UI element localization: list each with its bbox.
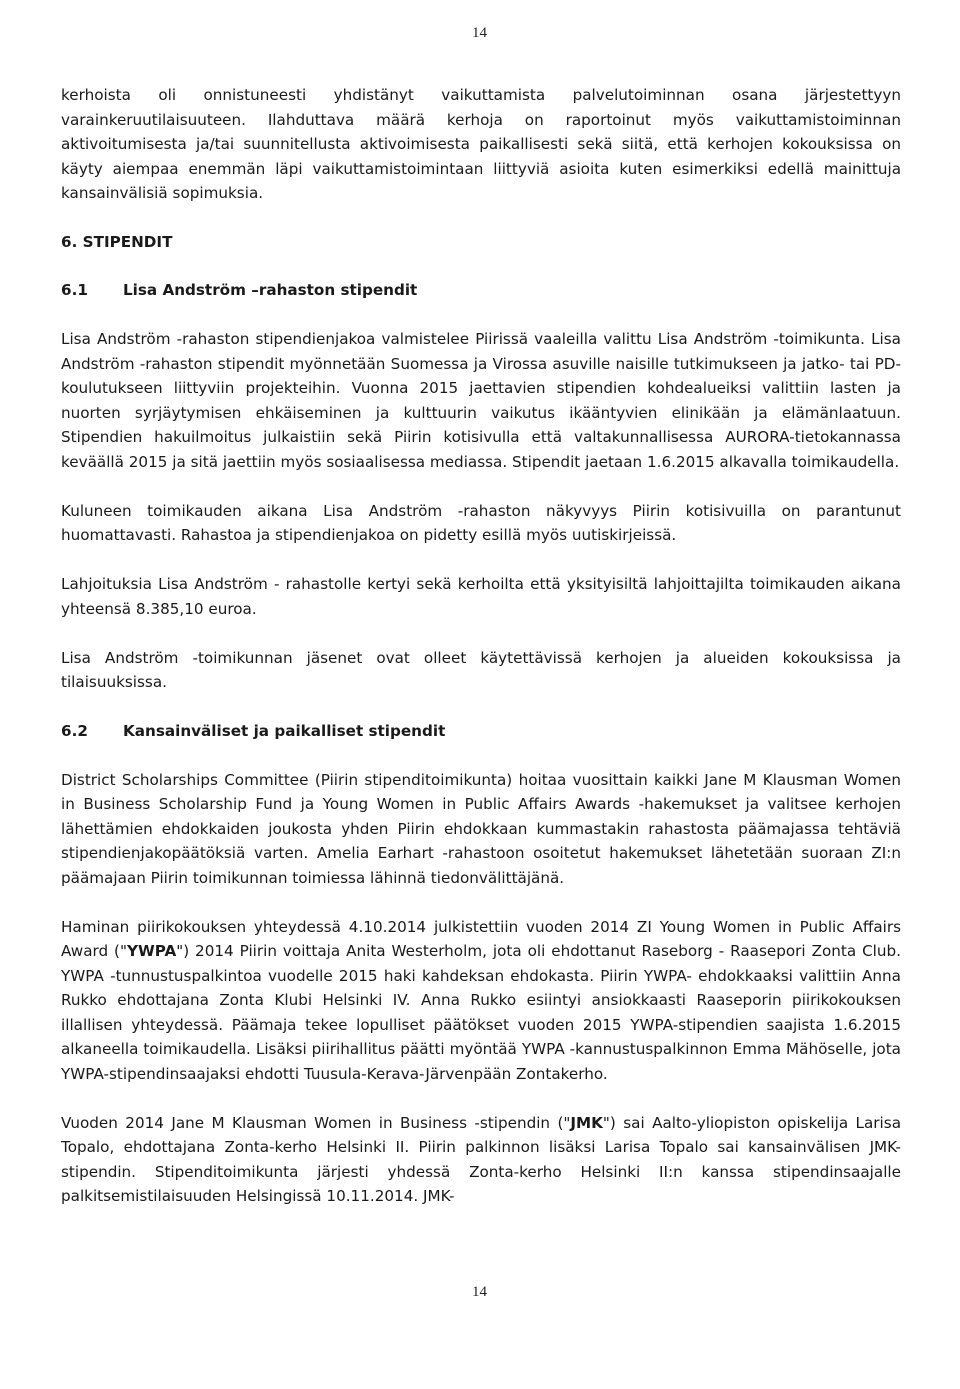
paragraph: Lahjoituksia Lisa Andström - rahastolle kertyi sekä kerhoilta että yksityisiltä lahjoittajilta toimikauden aikana yhteensä 8.385,10 euroa.: [61, 575, 901, 618]
paragraph: [61, 915, 901, 1087]
text-run: ") sai Aalto-yliopiston opiskelija Larisa Topalo, ehdottajana Zonta-kerho Helsinki II. Piirin palkinnon lisäksi Larisa Topalo sai kansainvälisen JMK-stipendin. Stipenditoimikunta järjesti yhdessä Zonta-kerho Helsinki II:n kanssa stipendinsaajalle palkitsemistilaisuuden Helsingissä 10.11.2014. JMK-: [61, 1113, 901, 1205]
text-run: ") 2014 Piirin voittaja Anita Westerholm, jota oli ehdottanut Raseborg - Raasepori Zonta Club. YWPA -tunnustuspalkintoa vuodelle 2015 haki kahdeksan ehdokasta. Piirin YWPA- ehdokkaaksi valittiin Anna Rukko ehdottajana Zonta Klubi Helsinki IV. Anna Rukko esiintyi ansiokkaasti Raaseporin piirikokouksen illallisen yhteydessä. Päämaja tekee lopulliset päätökset vuoden 2015 YWPA-stipendien saajista 1.6.2015 alkaneella toimikaudella. Lisäksi piirihallitus päätti myöntää YWPA -kannustuspalkinnon Emma Mähöselle, jota YWPA-stipendinsaajaksi ehdotti Tuusula-Kerava-Järvenpään Zontakerho.: [61, 942, 901, 1083]
section-number: 6.: [61, 232, 78, 251]
section-number: 6.2: [61, 721, 88, 740]
section-6-1-heading: [61, 278, 901, 303]
section-title: STIPENDIT: [82, 232, 173, 251]
section-number: 6.1: [61, 281, 88, 299]
section-title: Kansainväliset ja paikalliset stipendit: [123, 721, 446, 740]
document-body: [61, 83, 901, 1209]
paragraph: District Scholarships Committee (Piirin stipenditoimikunta) hoitaa vuosittain kaikki Jane M Klausman Women in Business Scholarship Fund ja Young Women in Public Affairs Awards -hakemukset ja valitsee kerhojen lähettämien ehdokkaiden joukosta yhden Piirin ehdokkaan kummastakin rahastosta päämajassa tehtäviä stipendienjakopäätöksiä varten. Amelia Earhart -rahastoon osoitetut hakemukset lähetetään suoraan ZI:n päämajaan Piirin toimikunnan toimiessa lähinnä tiedonvälittäjänä.: [61, 770, 901, 887]
bold-term: YWPA: [126, 942, 177, 960]
paragraph: Lisa Andström -rahaston stipendienjakoa valmistelee Piirissä vaaleilla valittu Lisa Andström -toimikunta. Lisa Andström -rahaston stipendit myönnetään Suomessa ja Virossa asuville naisille tutkimukseen ja jatko- tai PD- koulutukseen liittyviin projekteihin. Vuonna 2015 jaettavien stipendien kohdealueiksi valittiin lasten ja nuorten syrjäytymisen ehkäiseminen ja kulttuurin vaikutus ikääntyvien elinikään ja elämänlaatuun. Stipendien hakuilmoitus julkaistiin sekä Piirin kotisivulla että valtakunnallisessa AURORA-tietokannassa keväällä 2015 ja sitä jaettiin myös sosiaalisessa mediassa. Stipendit jaetaan 1.6.2015 alkavalla toimikaudella.: [61, 330, 901, 471]
intro-paragraph: kerhoista oli onnistuneesti yhdistänyt vaikuttamista palvelutoiminnan osana järjestettyyn varainkeruutilaisuuteen. Ilahduttava määrä kerhoja on raportoinut myös vaikuttamistoiminnan aktivoitumisesta ja/tai suunnitellusta aktivoimisesta paikallisesti sekä siitä, että kerhojen kokouksissa on käyty aiempaa enemmän läpi vaikuttamistoimintaan liittyviä asioita kuten esimerkiksi edellä mainittuja kansainvälisiä sopimuksia.: [61, 86, 901, 202]
paragraph: [61, 1111, 901, 1209]
bold-term: JMK: [570, 1113, 603, 1132]
section-6-2-heading: [61, 719, 901, 744]
section-6-heading: [61, 230, 901, 255]
page-number-top: 14: [472, 25, 487, 41]
page-number-bottom: 14: [472, 1284, 487, 1300]
text-run: Vuoden 2014 Jane M Klausman Women in Business -stipendin (": [61, 1113, 571, 1132]
paragraph: Lisa Andström -toimikunnan jäsenet ovat olleet käytettävissä kerhojen ja alueiden kokouksissa ja tilaisuuksissa.: [61, 648, 901, 691]
text-run: Haminan piirikokouksen yhteydessä 4.10.2014 julkistettiin vuoden 2014 ZI Young Women in Public Affairs Award (": [61, 917, 901, 960]
paragraph: Kuluneen toimikauden aikana Lisa Andström -rahaston näkyvyys Piirin kotisivuilla on parantunut huomattavasti. Rahastoa ja stipendienjakoa on pidetty esillä myös uutiskirjeissä.: [61, 501, 901, 544]
section-title: Lisa Andström –rahaston stipendit: [123, 281, 418, 299]
